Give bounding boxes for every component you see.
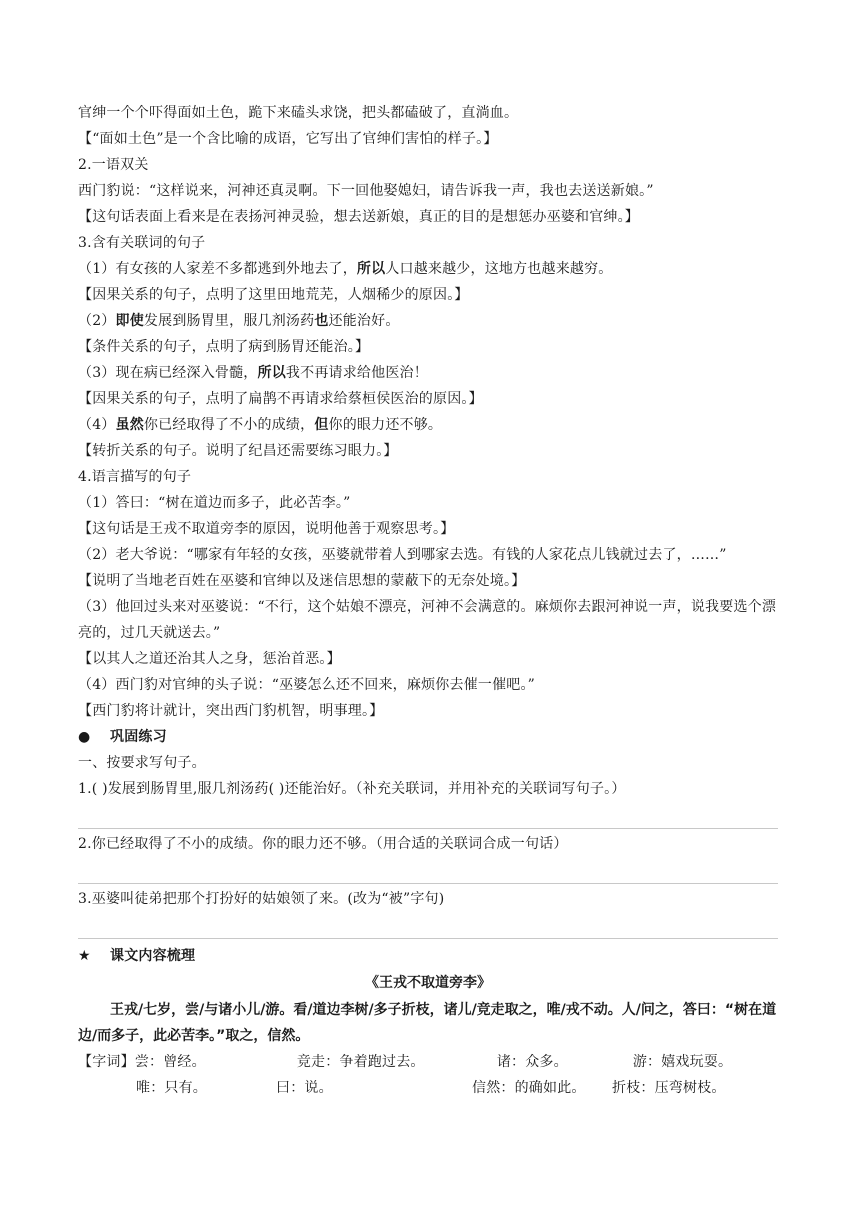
- sentence-text: 你的眼力还不够。: [328, 417, 443, 433]
- sentence-text: （2）: [78, 313, 116, 329]
- text-title: 《王戎不取道旁李》: [365, 975, 491, 991]
- sentence-text: （3）现在病已经深入骨髓，: [78, 365, 258, 381]
- gloss-row: [78, 1075, 778, 1101]
- review-heading: [78, 943, 778, 969]
- annotation-line: 【因果关系的句子，点明了这里田地荒芜，人烟稀少的原因。】: [78, 287, 469, 303]
- text-line: （2）老大爷说：“哪家有年轻的女孩，巫婆就带着人到哪家去选。有钱的人家花点儿钱就过去了，……”: [78, 547, 727, 563]
- annotation-line: 【转折关系的句子。说明了纪昌还需要练习眼力。】: [78, 443, 398, 459]
- answer-line[interactable]: [78, 912, 778, 939]
- practice-title: 巩固练习: [110, 729, 167, 745]
- text-line: 官绅一个个吓得面如土色，跪下来磕头求饶，把头都磕破了，直淌血。: [78, 105, 519, 121]
- sentence-4: [78, 412, 778, 438]
- sentence-text: 你已经取得了不小的成绩，: [143, 417, 315, 433]
- section-heading: 2.一语双关: [78, 157, 149, 173]
- classical-text: 王戎/七岁，尝/与诸小儿/游。看/道边李树/多子折枝，诸儿/竞走取之，唯/戎不动。人/问之，答曰：“树在道边/而多子，此必苦李。”取之，信然。: [78, 1002, 777, 1044]
- annotation-line: 【以其人之道还治其人之身，惩治首恶。】: [78, 651, 341, 667]
- gloss-item: 信然：的确如此。: [472, 1080, 586, 1096]
- answer-line[interactable]: [78, 802, 778, 829]
- gloss-label: 【字词】: [78, 1054, 135, 1070]
- question-2: 2.你已经取得了不小的成绩。你的眼力还不够。（用合适的关联词合成一句话）: [78, 836, 568, 852]
- sentence-text: 人口越来越少，这地方也越来越穷。: [385, 261, 613, 277]
- gloss-item: 诸：众多。: [496, 1054, 568, 1070]
- annotation-line: 【因果关系的句子，点明了扁鹊不再请求给蔡桓侯医治的原因。】: [78, 391, 483, 407]
- sentence-2: [78, 308, 778, 334]
- practice-subheading: 一、按要求写句子。: [78, 755, 206, 771]
- section-heading: 4.语言描写的句子: [78, 469, 192, 485]
- conjunction: 但: [314, 417, 329, 433]
- annotation-line: 【说明了当地老百姓在巫婆和官绅以及迷信思想的蒙蔽下的无奈处境。】: [78, 573, 526, 589]
- sentence-text: （4）: [78, 417, 116, 433]
- practice-heading: [78, 724, 778, 750]
- gloss-item: 尝：曾经。: [134, 1054, 206, 1070]
- review-title: 课文内容梳理: [110, 948, 196, 964]
- conjunction: 即使: [115, 313, 144, 329]
- annotation-line: 【条件关系的句子，点明了病到肠胃还能治。】: [78, 339, 370, 355]
- text-line: （1）答曰：“树在道边而多子，此必苦李。”: [78, 495, 351, 511]
- gloss-item: 竞走：争着跑过去。: [296, 1054, 425, 1070]
- gloss-item: 曰：说。: [276, 1080, 333, 1096]
- sentence-text: 还能治好。: [328, 313, 400, 329]
- question-1: 1.( )发展到肠胃里,服几剂汤药( )还能治好。（补充关联词，并用补充的关联词写句子。）: [78, 781, 626, 797]
- annotation-line: 【“面如土色”是一个含比喻的成语，它写出了官绅们害怕的样子。】: [78, 131, 498, 147]
- star-icon: ★: [78, 948, 91, 964]
- sentence-text: 发展到肠胃里，服几剂汤药: [143, 313, 315, 329]
- conjunction: 所以: [356, 261, 386, 277]
- sentence-1: [78, 256, 778, 282]
- annotation-line: 【这句话是王戎不取道旁李的原因，说明他善于观察思考。】: [78, 521, 455, 537]
- gloss-row: [78, 1049, 778, 1075]
- annotation-line: 【这句话表面上看来是在表扬河神灵验，想去送新娘，真正的目的是想惩办巫婆和官绅。】: [78, 209, 639, 225]
- document-page: [78, 100, 778, 1101]
- text-line: （4）西门豹对官绅的头子说：“巫婆怎么还不回来，麻烦你去催一催吧。”: [78, 677, 536, 693]
- bullet-icon: ●: [78, 729, 91, 745]
- gloss-item: 折枝：压弯树枝。: [612, 1080, 726, 1096]
- text-line: （3）他回过头来对巫婆说：“不行，这个姑娘不漂亮，河神不会满意的。麻烦你去跟河神说一声，说我要选个漂亮的，过几天就送去。”: [78, 599, 777, 641]
- text-line: 西门豹说：“这样说来，河神还真灵啊。下一回他娶媳妇，请告诉我一声，我也去送送新娘。”: [78, 183, 654, 199]
- answer-line[interactable]: [78, 857, 778, 884]
- sentence-3: [78, 360, 778, 386]
- conjunction: 所以: [257, 365, 286, 381]
- section-heading: 3.含有关联词的句子: [78, 235, 206, 251]
- annotation-line: 【西门豹将计就计，突出西门豹机智，明事理。】: [78, 703, 384, 719]
- conjunction: 也: [314, 313, 329, 329]
- gloss-item: 游：嬉戏玩耍。: [632, 1054, 733, 1070]
- sentence-text: （1）有女孩的人家差不多都逃到外地去了，: [78, 261, 357, 277]
- question-3: 3.巫婆叫徒弟把那个打扮好的姑娘领了来。(改为“被”字句): [78, 891, 445, 907]
- gloss-item: 唯：只有。: [136, 1080, 207, 1096]
- sentence-text: 我不再请求给他医治！: [285, 365, 428, 381]
- conjunction: 虽然: [115, 417, 144, 433]
